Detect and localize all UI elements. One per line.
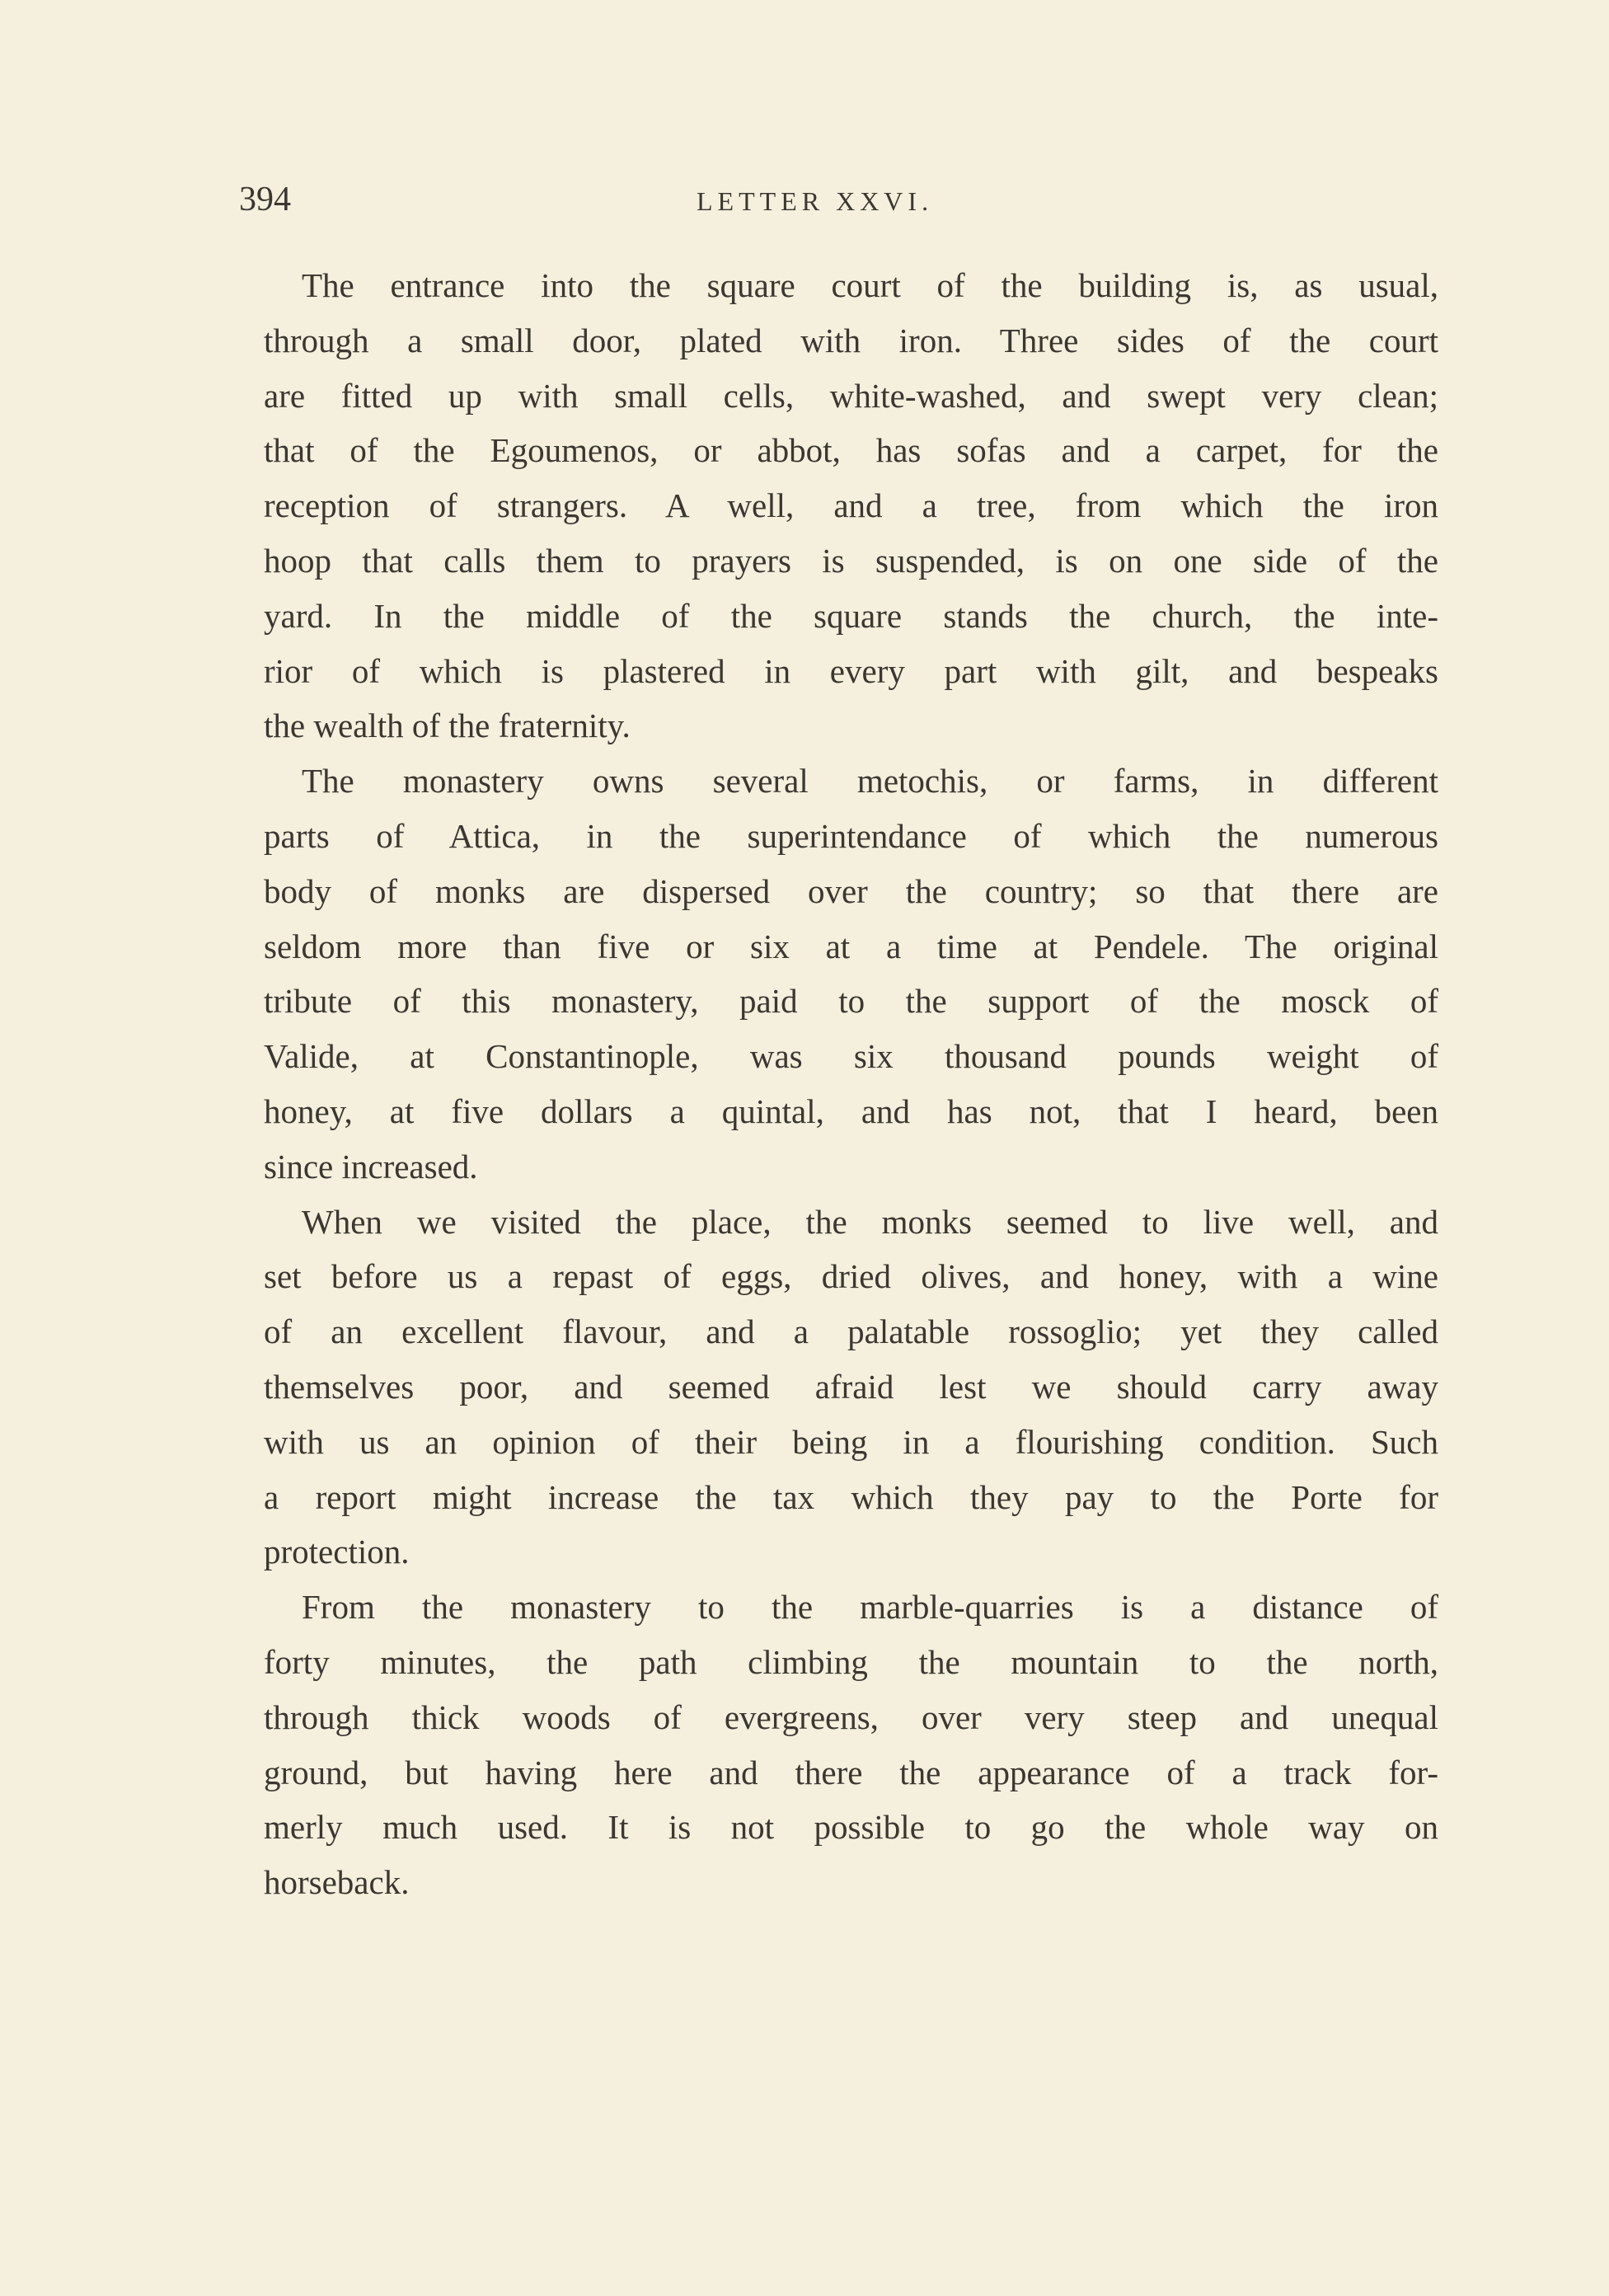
- text-line: horseback.: [264, 1863, 410, 1902]
- text-line: through a small door, plated with iron. Three sides of the court: [264, 321, 1438, 359]
- running-title: LETTER XXVI.: [697, 186, 934, 216]
- text-line: are fitted up with small cells, white-washed, and swept very clean;: [264, 376, 1438, 415]
- text-line: since increased.: [264, 1147, 478, 1186]
- text-line: hoop that calls them to prayers is suspended, is on one side of the: [264, 541, 1438, 580]
- text-line: reception of strangers. A well, and a tree, from which the iron: [264, 486, 1438, 525]
- text-line: forty minutes, the path climbing the mountain to the north,: [264, 1642, 1438, 1681]
- page-body: [264, 262, 1438, 1914]
- text-line: body of monks are dispersed over the country; so that there are: [264, 871, 1438, 910]
- text-line: When we visited the place, the monks seemed to live well, and: [302, 1202, 1438, 1241]
- paragraph: [264, 1199, 1438, 1585]
- text-line: The monastery owns several metochis, or farms, in different: [302, 762, 1438, 801]
- text-line: The entrance into the square court of the building is, as usual,: [302, 266, 1438, 304]
- paragraph: [264, 758, 1438, 1198]
- text-line: themselves poor, and seemed afraid lest we should carry away: [264, 1367, 1438, 1406]
- text-line: merly much used. It is not possible to go the whole way on: [264, 1808, 1438, 1847]
- text-line: tribute of this monastery, paid to the support of the mosck of: [264, 982, 1438, 1021]
- page-number: 394: [239, 181, 291, 218]
- text-line: of an excellent flavour, and a palatable rossoglio; yet they called: [264, 1312, 1438, 1351]
- text-line: with us an opinion of their being in a flourishing condition. Such: [264, 1422, 1438, 1461]
- paragraph: [264, 262, 1438, 758]
- text-line: protection.: [264, 1533, 410, 1571]
- text-line: rior of which is plastered in every part with gilt, and bespeaks: [264, 651, 1438, 690]
- text-line: From the monastery to the marble-quarries is a distance of: [302, 1588, 1438, 1627]
- text-line: that of the Egoumenos, or abbot, has sofas and a carpet, for the: [264, 431, 1438, 470]
- text-line: a report might increase the tax which they pay to the Porte for: [264, 1477, 1438, 1516]
- text-line: seldom more than five or six at a time at Pendele. The original: [264, 927, 1438, 965]
- text-line: parts of Attica, in the superintendance of which the numerous: [264, 816, 1438, 855]
- text-line: ground, but having here and there the appearance of a track for-: [264, 1753, 1438, 1791]
- paragraph: [264, 1584, 1438, 1914]
- text-line: honey, at five dollars a quintal, and has not, that I heard, been: [264, 1092, 1438, 1130]
- text-line: yard. In the middle of the square stands the church, the inte-: [264, 596, 1438, 635]
- text-line: set before us a repast of eggs, dried olives, and honey, with a wine: [264, 1257, 1438, 1296]
- text-line: the wealth of the fraternity.: [264, 707, 631, 745]
- text-line: through thick woods of evergreens, over very steep and unequal: [264, 1697, 1438, 1736]
- text-line: Valide, at Constantinople, was six thousand pounds weight of: [264, 1037, 1438, 1076]
